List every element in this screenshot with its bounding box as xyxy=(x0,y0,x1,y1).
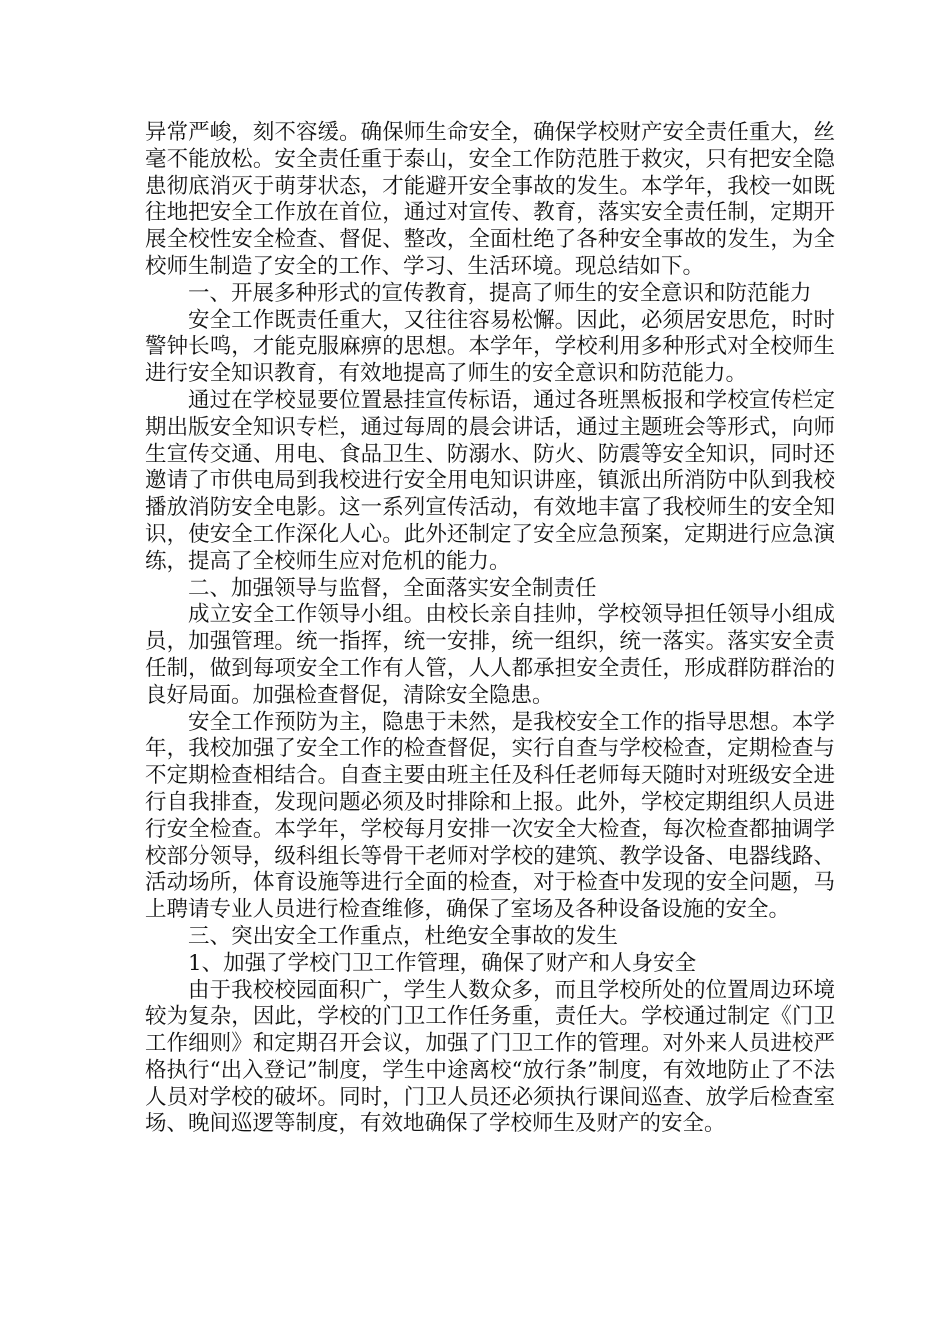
paragraph-section-2-b: 安全工作预防为主，隐患于未然，是我校安全工作的指导思想。本学年，我校加强了安全工作的检查督促，实行自查与学校检查，定期检查与不定期检查相结合。自查主要由班主任及科任老师每天随时对班级安全进行自我排查，发现问题必须及时排除和上报。此外，学校定期组织人员进行安全检查。本学年，学校每月安排一次安全大检查，每次检查都抽调学校部分领导，级科组长等骨干老师对学校的建筑、教学设备、电器线路、活动场所，体育设施等进行全面的检查，对于检查中发现的安全问题，马上聘请专业人员进行检查维修，确保了室场及各种设备设施的安全。 xyxy=(145,709,835,923)
subheading-section-3-1: 1、加强了学校门卫工作管理，确保了财产和人身安全 xyxy=(188,950,697,976)
document-body xyxy=(145,120,835,1138)
heading-section-3: 三、突出安全工作重点，杜绝安全事故的发生 xyxy=(188,923,619,949)
heading-section-1: 一、开展多种形式的宣传教育，提高了师生的安全意识和防范能力 xyxy=(188,280,812,306)
paragraph-intro: 异常严峻，刻不容缓。确保师生命安全，确保学校财产安全责任重大，丝毫不能放松。安全责任重于泰山，安全工作防范胜于救灾，只有把安全隐患彻底消灭于萌芽状态，才能避开安全事故的发生。本学年，我校一如既往地把安全工作放在首位，通过对宣传、教育，落实安全责任制，定期开展全校性安全检查、督促、整改，全面杜绝了各种安全事故的发生，为全校师生制造了安全的工作、学习、生活环境。现总结如下。 xyxy=(145,120,835,279)
paragraph-section-3-1: 由于我校校园面积广，学生人数众多，而且学校所处的位置周边环境较为复杂，因此，学校的门卫工作任务重，责任大。学校通过制定《门卫工作细则》和定期召开会议，加强了门卫工作的管理。对外来人员进校严格执行“出入登记”制度，学生中途离校“放行条”制度，有效地防止了不法人员对学校的破坏。同时，门卫人员还必须执行课间巡查、放学后检查室场、晚间巡逻等制度，有效地确保了学校师生及财产的安全。 xyxy=(145,977,835,1137)
paragraph-section-1-a: 安全工作既责任重大，又往往容易松懈。因此，必须居安思危，时时警钟长鸣，才能克服麻痹的思想。本学年，学校利用多种形式对全校师生进行安全知识教育，有效地提高了师生的安全意识和防范能力。 xyxy=(145,307,835,387)
paragraph-section-2-a: 成立安全工作领导小组。由校长亲自挂帅，学校领导担任领导小组成员，加强管理。统一指挥，统一安排，统一组织，统一落实。落实安全责任制，做到每项安全工作有人管，人人都承担安全责任，形成群防群治的良好局面。加强检查督促，清除安全隐患。 xyxy=(145,602,835,708)
paragraph-section-1-b: 通过在学校显要位置悬挂宣传标语，通过各班黑板报和学校宣传栏定期出版安全知识专栏，通过每周的晨会讲话，通过主题班会等形式，向师生宣传交通、用电、食品卫生、防溺水、防火、防震等安全知识，同时还邀请了市供电局到我校进行安全用电知识讲座，镇派出所消防中队到我校播放消防安全电影。这一系列宣传活动，有效地丰富了我校师生的安全知识，使安全工作深化人心。此外还制定了安全应急预案，定期进行应急演练，提高了全校师生应对危机的能力。 xyxy=(145,387,835,574)
heading-section-2: 二、加强领导与监督，全面落实安全制责任 xyxy=(188,575,597,601)
